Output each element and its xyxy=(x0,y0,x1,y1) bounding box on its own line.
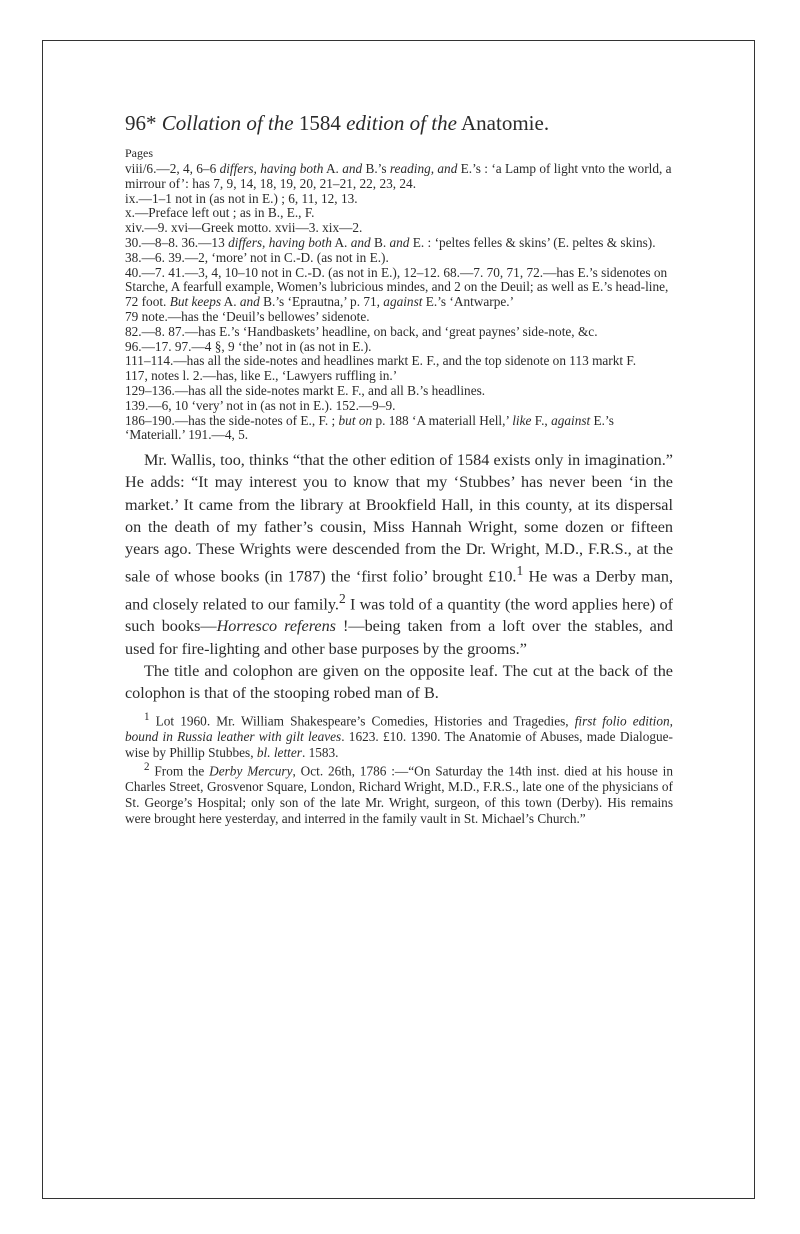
collation-note: 186–190.—has the side-notes of E., F. ; but on p. 188 ‘A materiall Hell,’ like F., against E.’s ‘Materiall.’ 191.—4, 5. xyxy=(125,412,614,443)
body-text xyxy=(125,449,673,704)
page-border xyxy=(42,40,755,1199)
pages-label: Pages xyxy=(125,146,153,160)
collation-note: 30.—8–8. 36.—13 differs, having both A. and B. and E. : ‘peltes felles & skins’ (E. peltes & skins). xyxy=(125,234,656,250)
header-year: 1584 xyxy=(298,111,341,135)
collation-note: ix.—1–1 not in (as not in E.) ; 6, 11, 12, 13. xyxy=(125,190,358,206)
collation-notes xyxy=(125,162,673,443)
body-paragraph: Mr. Wallis, too, thinks “that the other edition of 1584 exists only in imagination.” He adds: “It may interest you to know that my ‘Stubbes’ has never been ‘in the market.’ It came from the library at Brookfield Hall, in this county, at its dispersal on the death of my father’s cousin, Miss Hannah Wright, some dozen or fifteen years ago. These Wrights were descended from the Dr. Wright, M.D., F.R.S., at the sale of whose books (in 1787) the ‘first folio’ brought £10.$^1$ He was a Derby man, and closely related to our family.$^2$ I was told of a quantity (the word applies here) of such books—Horresco referens !—being taken from a loft over the stables, and used for fire-lighting and other base purposes by the grooms.” xyxy=(125,451,673,658)
body-paragraph: The title and colophon are given on the opposite leaf. The cut at the back of the colophon is that of the stooping robed man of B. xyxy=(125,661,673,702)
collation-note: 79 note.—has the ‘Deuil’s bellowes’ sidenote. xyxy=(125,308,370,324)
header-title-end: Anatomie. xyxy=(461,111,550,135)
collation-note: 117, notes l. 2.—has, like E., ‘Lawyers ruffling in.’ xyxy=(125,368,398,384)
collation-note: 111–114.—has all the side-notes and headlines markt E. F., and the top sidenote on 113 markt F. xyxy=(125,353,637,369)
collation-note: x.—Preface left out ; as in B., E., F. xyxy=(125,205,315,221)
page-number: 96* xyxy=(125,111,157,135)
header-title-part1: Collation of the xyxy=(161,111,294,135)
collation-note: 139.—6, 10 ‘very’ not in (as not in E.). 152.—9–9. xyxy=(125,397,396,413)
page-content xyxy=(125,111,673,826)
footnote: $^2$ From the Derby Mercury, Oct. 26th, 1786 :—“On Saturday the 14th inst. died at his house in Charles Street, Grosvenor Square, London, Richard Wright, M.D., F.R.S., late one of the physicians of St. George’s Hospital; only son of the late Mr. Wright, surgeon, of this town (Derby). His remains were brought here yesterday, and interred in the family vault in St. Michael’s Church.” xyxy=(125,761,673,826)
collation-note: 96.—17. 97.—4 §, 9 ‘the’ not in (as not in E.). xyxy=(125,338,372,354)
collation-note: xiv.—9. xvi—Greek motto. xvii—3. xix—2. xyxy=(125,220,363,236)
header-title-part2: edition of the xyxy=(346,111,457,135)
collation-note: 129–136.—has all the side-notes markt E. F., and all B.’s headlines. xyxy=(125,382,486,398)
footnote: $^1$ Lot 1960. Mr. William Shakespeare’s Comedies, Histories and Tragedies, first folio edition, bound in Russia leather with gilt leaves. 1623. £10. 1390. The Anatomie of Abuses, made Dialogue-wise by Phillip Stubbes, bl. letter. 1583. xyxy=(125,711,673,760)
collation-note: 82.—8. 87.—has E.’s ‘Handbaskets’ headline, on back, and ‘great paynes’ side-note, &c. xyxy=(125,323,598,339)
collation-note: viii/6.—2, 4, 6–6 differs, having both A. and B.’s reading, and E.’s : ‘a Lamp of light vnto the world, a mirrour of’: has 7, 9, 14, 18, 19, 20, 21–21, 22, 23, 24. xyxy=(125,161,672,191)
collation-note: 38.—6. 39.—2, ‘more’ not in C.-D. (as not in E.). xyxy=(125,249,389,265)
footnotes xyxy=(125,710,673,826)
running-header xyxy=(125,111,673,136)
collation-note: 40.—7. 41.—3, 4, 10–10 not in C.-D. (as not in E.), 12–12. 68.—7. 70, 71, 72.—has E.’s sidenotes on Starche, A fearfull example, Women’s lubricious mindes, and 2 on the Deuil; as well as E.’s head-line, 72 foot. But keeps A. and B.’s ‘Eprautna,’ p. 71, against E.’s ‘Antwarpe.’ xyxy=(125,264,669,310)
